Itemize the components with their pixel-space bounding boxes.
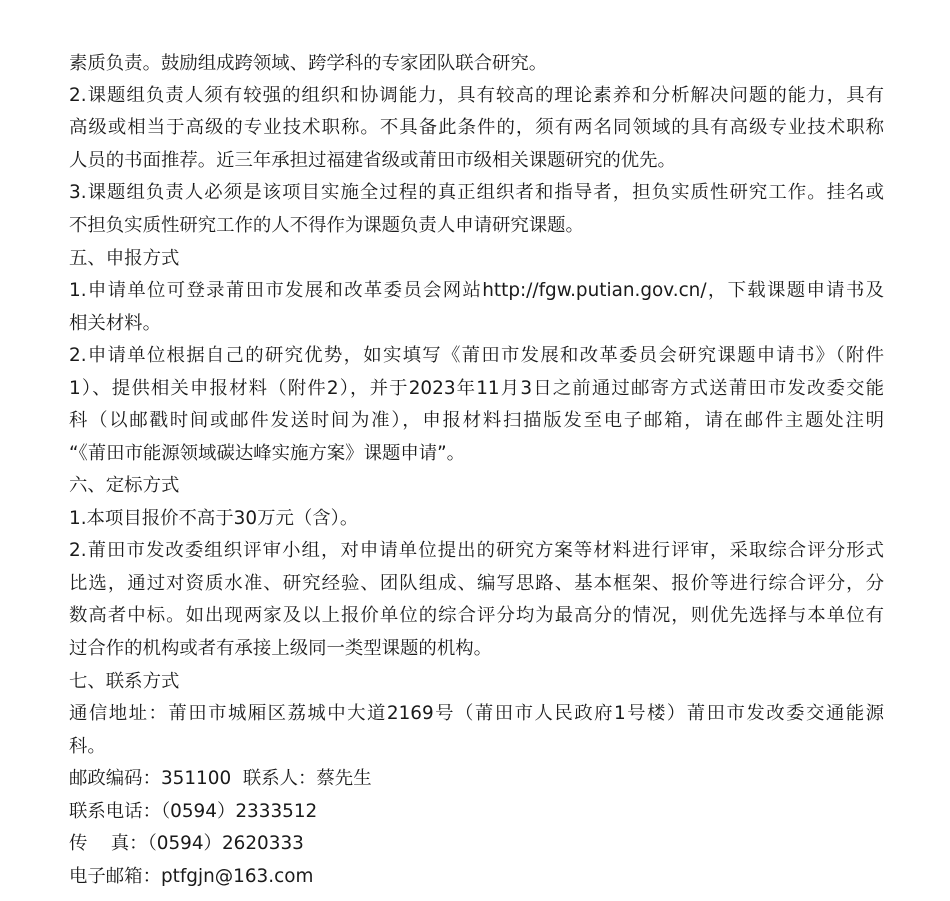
requirement-2-line-3: 人员的书面推荐。近三年承担过福建省级或莆田市级相关课题研究的优先。 xyxy=(69,150,676,171)
section-5-item-1-line-2: 相关材料。 xyxy=(69,313,161,334)
section-6-item-1: 1.本项目报价不高于30万元（含）。 xyxy=(69,508,359,529)
section-7-heading: 七、联系方式 xyxy=(69,671,180,692)
section-5-item-2-line-3: 科（以邮戳时间或邮件发送时间为准），申报材料扫描版发至电子邮箱，请在邮件主题处注明 xyxy=(69,410,884,431)
section-5-item-2-line-4: “《莆田市能源领域碳达峰实施方案》课题申请”。 xyxy=(69,443,466,464)
section-5-item-2-line-1: 2.申请单位根据自己的研究优势，如实填写《莆田市发展和改革委员会研究课题申请书》（附件 xyxy=(69,345,884,366)
contact-phone: 联系电话：（0594）2333512 xyxy=(69,801,318,822)
section-6-heading: 六、定标方式 xyxy=(69,475,180,496)
contact-fax: 传 真：（0594）2620333 xyxy=(69,833,304,854)
requirement-2-line-1: 2.课题组负责人须有较强的组织和协调能力，具有较高的理论素养和分析解决问题的能力，具有 xyxy=(69,85,884,106)
requirements-tail-line: 素质负责。鼓励组成跨领域、跨学科的专家团队联合研究。 xyxy=(69,53,548,74)
requirement-3-line-1: 3.课题组负责人必须是该项目实施全过程的真正组织者和指导者，担负实质性研究工作。挂名或 xyxy=(69,182,884,203)
section-6-item-2-line-4: 过合作的机构或者有承接上级同一类型课题的机构。 xyxy=(69,638,492,659)
requirement-3-line-2: 不担负实质性研究工作的人不得作为课题负责人申请研究课题。 xyxy=(69,215,584,236)
section-5-item-1-line-1: 1.申请单位可登录莆田市发展和改革委员会网站http://fgw.putian.gov.cn/，下载课题申请书及 xyxy=(69,280,884,301)
contact-email: 电子邮箱：ptfgjn@163.com xyxy=(69,866,314,887)
section-5-item-2-line-2: 1）、提供相关申报材料（附件2），并于2023年11月3日之前通过邮寄方式送莆田市发改委交能 xyxy=(69,378,884,399)
section-5-heading: 五、申报方式 xyxy=(69,248,180,269)
section-6-item-2-line-1: 2.莆田市发改委组织评审小组，对申请单位提出的研究方案等材料进行评审，采取综合评分形式 xyxy=(69,540,884,561)
contact-address-line-1: 通信地址：莆田市城厢区荔城中大道2169号（莆田市人民政府1号楼）莆田市发改委交通能源 xyxy=(69,703,884,724)
contact-postal-and-person: 邮政编码：351100 联系人：蔡先生 xyxy=(69,768,372,789)
requirement-2-line-2: 高级或相当于高级的专业技术职称。不具备此条件的，须有两名同领域的具有高级专业技术职称 xyxy=(69,117,884,138)
contact-address-line-2: 科。 xyxy=(69,736,106,757)
section-6-item-2-line-3: 数高者中标。如出现两家及以上报价单位的综合评分均为最高分的情况，则优先选择与本单位有 xyxy=(69,605,884,626)
section-6-item-2-line-2: 比选，通过对资质水准、研究经验、团队组成、编写思路、基本框架、报价等进行综合评分，分 xyxy=(69,573,884,594)
